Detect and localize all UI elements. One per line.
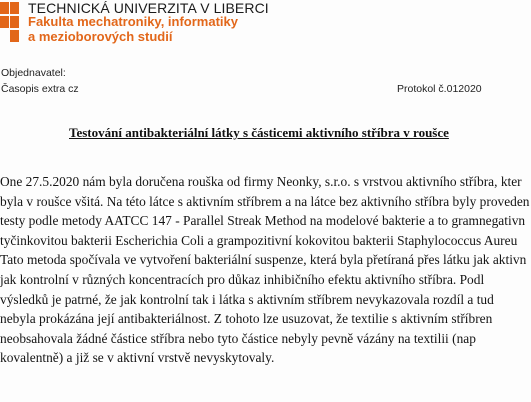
faculty-name-line-2: a mezioborových studií	[28, 28, 173, 44]
body-line-4: tyčinkovitou bakterii Escherichia Coli a grampozitivní kokovitou bakterii Staphylococcus Aureu	[0, 232, 518, 248]
body-line-7: výsledků je patrné, že jak kontrolní tak i látka s aktivním stříbrem nevykazovala rozdíl a tud	[0, 291, 494, 307]
body-line-2: byla v roušce všitá. Na této látce s aktivním stříbrem a na látce bez aktivního stříbra byly proveden	[0, 193, 530, 209]
university-name: TECHNICKÁ UNIVERZITA V LIBERCI	[28, 0, 269, 16]
body-line-3: testy podle metody AATCC 147 - Parallel Streak Method na modelové bakterie a to gramnegativn	[0, 213, 526, 229]
letterhead	[28, 1, 269, 44]
protocol-number: Protokol č.012020	[397, 83, 482, 95]
orderer-name: Časopis extra cz	[1, 83, 79, 95]
body-line-8: nebyla prokázána její antibakteriálnost. Z tohoto lze usuzovat, že textilie s aktivním stříbren	[0, 311, 493, 327]
body-line-9: neobsahovala žádné částice stříbra nebo tyto částice nebyly pevně vázány na textilii (nap	[0, 330, 476, 346]
faculty-name-line-1: Fakulta mechatroniky, informatiky	[28, 14, 238, 29]
body-line-5: Tato metoda spočívala ve vytvoření bakteriální suspenze, která byla přetíraná přes látku jak aktivn	[0, 252, 527, 268]
body-paragraph	[0, 172, 531, 368]
tul-logo-icon	[0, 0, 26, 52]
body-line-6: jak kontrolní v různých koncentracích pro důkaz inhibičního efektu aktivního stříbra. Podl	[0, 271, 485, 287]
body-line-1: One 27.5.2020 nám byla doručena rouška od firmy Neonky, s.r.o. s vrstvou aktivního stříbra, kter	[0, 174, 522, 189]
orderer-label: Objednavatel:	[1, 67, 66, 79]
body-line-10: kovalentně) a již se v aktivní vrstvě nevyskytovaly.	[0, 350, 275, 366]
document-title: Testování antibakteriální látky s částicemi aktivního stříbra v roušce	[69, 125, 449, 140]
